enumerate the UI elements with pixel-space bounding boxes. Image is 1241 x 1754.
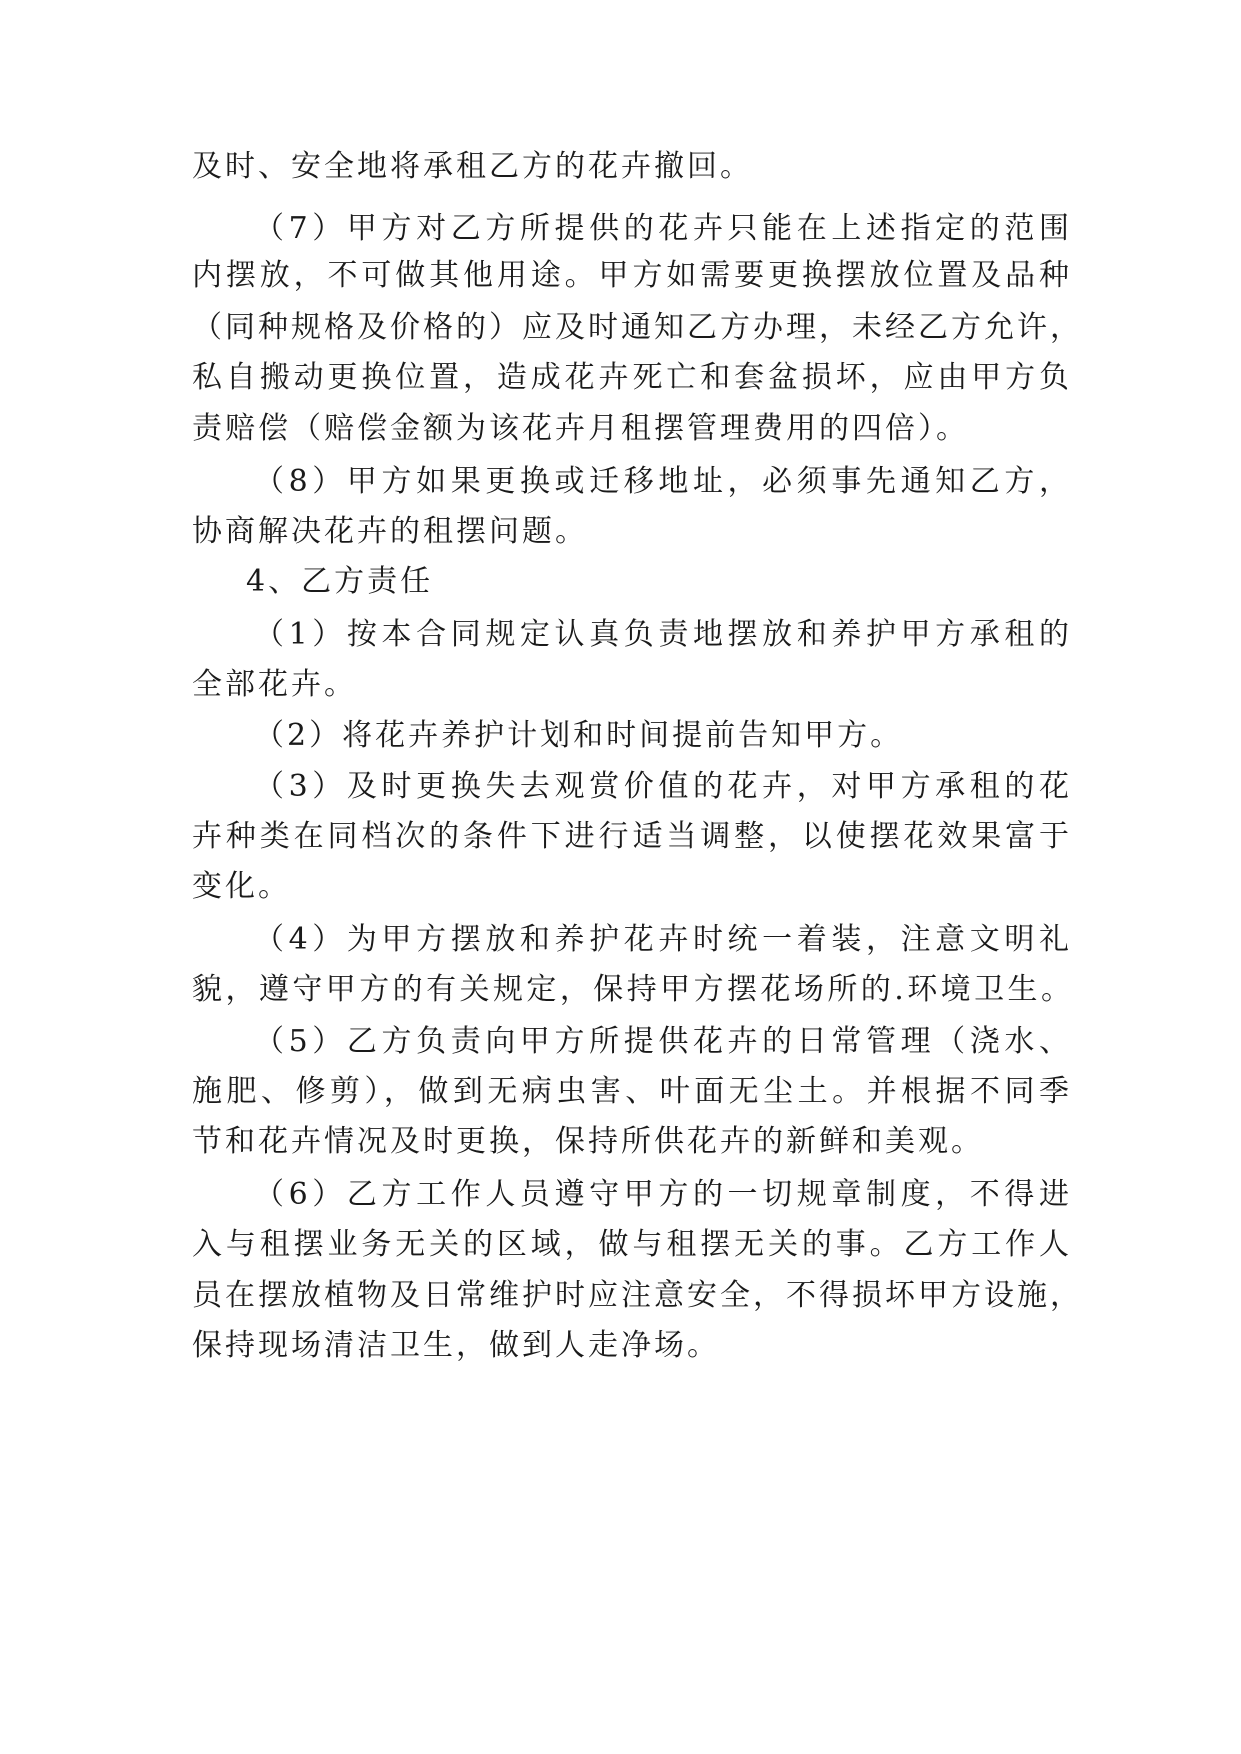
text-line: 员在摆放植物及日常维护时应注意安全，不得损坏甲方设施，: [192, 1278, 1083, 1313]
text-line: （4）为甲方摆放和养护花卉时统一着装，注意文明礼: [254, 922, 1072, 957]
text-line: 及时、安全地将承租乙方的花卉撤回。: [192, 149, 753, 184]
text-line: 责赔偿（赔偿金额为该花卉月租摆管理费用的四倍）。: [192, 411, 969, 446]
text-line: （6）乙方工作人员遵守甲方的一切规章制度，不得进: [254, 1177, 1072, 1212]
text-line: （3）及时更换失去观赏价值的花卉，对甲方承租的花: [254, 769, 1072, 804]
text-line: （7）甲方对乙方所提供的花卉只能在上述指定的范围: [254, 211, 1072, 246]
text-line: 入与租摆业务无关的区域，做与租摆无关的事。乙方工作人: [192, 1227, 1072, 1262]
text-line: 协商解决花卉的租摆问题。: [192, 514, 588, 549]
text-line: 卉种类在同档次的条件下进行适当调整，以使摆花效果富于: [192, 819, 1072, 854]
text-line: （2）将花卉养护计划和时间提前告知甲方。: [254, 718, 904, 753]
text-line: 施肥、修剪），做到无病虫害、叶面无尘土。并根据不同季: [192, 1074, 1072, 1109]
text-line: （同种规格及价格的）应及时通知乙方办理，未经乙方允许，: [192, 310, 1083, 345]
text-line: 节和花卉情况及时更换，保持所供花卉的新鲜和美观。: [192, 1124, 984, 1159]
text-line: 保持现场清洁卫生，做到人走净场。: [192, 1328, 720, 1363]
text-line: 变化。: [192, 869, 291, 904]
text-line: 私自搬动更换位置，造成花卉死亡和套盆损坏，应由甲方负: [192, 360, 1072, 395]
text-line: 貌，遵守甲方的有关规定，保持甲方摆花场所的.环境卫生。: [192, 972, 1074, 1007]
section-heading: 4、乙方责任: [246, 564, 434, 599]
text-line: （1）按本合同规定认真负责地摆放和养护甲方承租的: [254, 617, 1072, 652]
text-line: 内摆放，不可做其他用途。甲方如需要更换摆放位置及品种: [192, 258, 1072, 293]
text-line: 全部花卉。: [192, 667, 357, 702]
text-line: （8）甲方如果更换或迁移地址，必须事先通知乙方，: [254, 464, 1072, 499]
text-line: （5）乙方负责向甲方所提供花卉的日常管理（浇水、: [254, 1024, 1072, 1059]
